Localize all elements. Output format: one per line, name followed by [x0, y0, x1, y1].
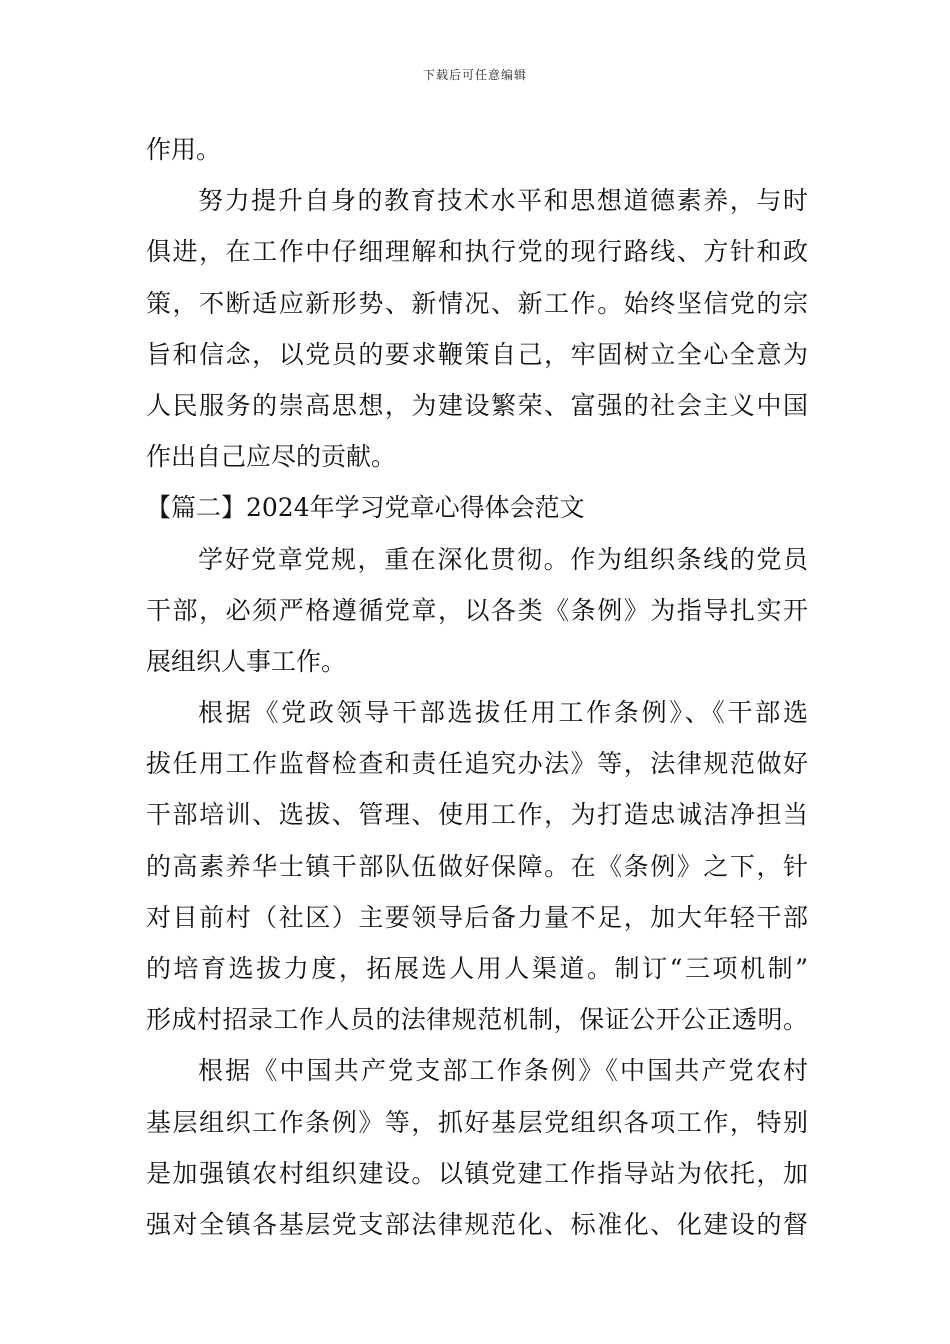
- text-line: 干部，必须严格遵循党章，以各类《条例》为指导扎实开: [146, 595, 808, 625]
- text-line: 旨和信念，以党员的要求鞭策自己，牢固树立全心全意为: [146, 339, 808, 369]
- text-line: 【篇二】2024年学习党章心得体会范文: [146, 493, 585, 523]
- text-line: 的培育选拔力度，拓展选人用人渠道。制订“三项机制”: [146, 954, 808, 983]
- text-line: 作用。: [146, 135, 222, 164]
- text-line: 基层组织工作条例》等，抓好基层党组织各项工作，特别: [146, 1107, 808, 1137]
- text-line: 努力提升自身的教育技术水平和思想道德素养，与时: [198, 186, 808, 216]
- text-line: 作出自己应尽的贡献。: [146, 442, 397, 472]
- text-line: 形成村招录工作人员的法律规范机制，保证公开公正透明。: [146, 1005, 808, 1035]
- text-line: 根据《中国共产党支部工作条例》《中国共产党农村: [198, 1056, 808, 1086]
- text-line: 人民服务的崇高思想，为建设繁荣、富强的社会主义中国: [146, 390, 808, 420]
- text-line: 强对全镇各基层党支部法律规范化、标准化、化建设的督: [146, 1209, 808, 1239]
- page-header: 下载后可任意编辑: [422, 68, 527, 82]
- text-line: 的高素养华士镇干部队伍做好保障。在《条例》之下，针: [146, 851, 808, 881]
- text-line: 拔任用工作监督检查和责任追究办法》等，法律规范做好: [146, 749, 808, 779]
- text-line: 俱进，在工作中仔细理解和执行党的现行路线、方针和政: [146, 237, 808, 267]
- document-body: [146, 124, 808, 1250]
- text-line: 根据《党政领导干部选拔任用工作条例》、《干部选: [198, 698, 808, 728]
- text-line: 是加强镇农村组织建设。以镇党建工作指导站为依托，加: [146, 1158, 808, 1188]
- text-line: 展组织人事工作。: [146, 646, 347, 676]
- text-line: 学好党章党规，重在深化贯彻。作为组织条线的党员: [198, 544, 808, 574]
- text-line: 对目前村（社区）主要领导后备力量不足，加大年轻干部: [146, 902, 808, 932]
- text-line: 干部培训、选拔、管理、使用工作，为打造忠诚洁净担当: [146, 800, 808, 830]
- text-line: 策，不断适应新形势、新情况、新工作。始终坚信党的宗: [146, 288, 808, 318]
